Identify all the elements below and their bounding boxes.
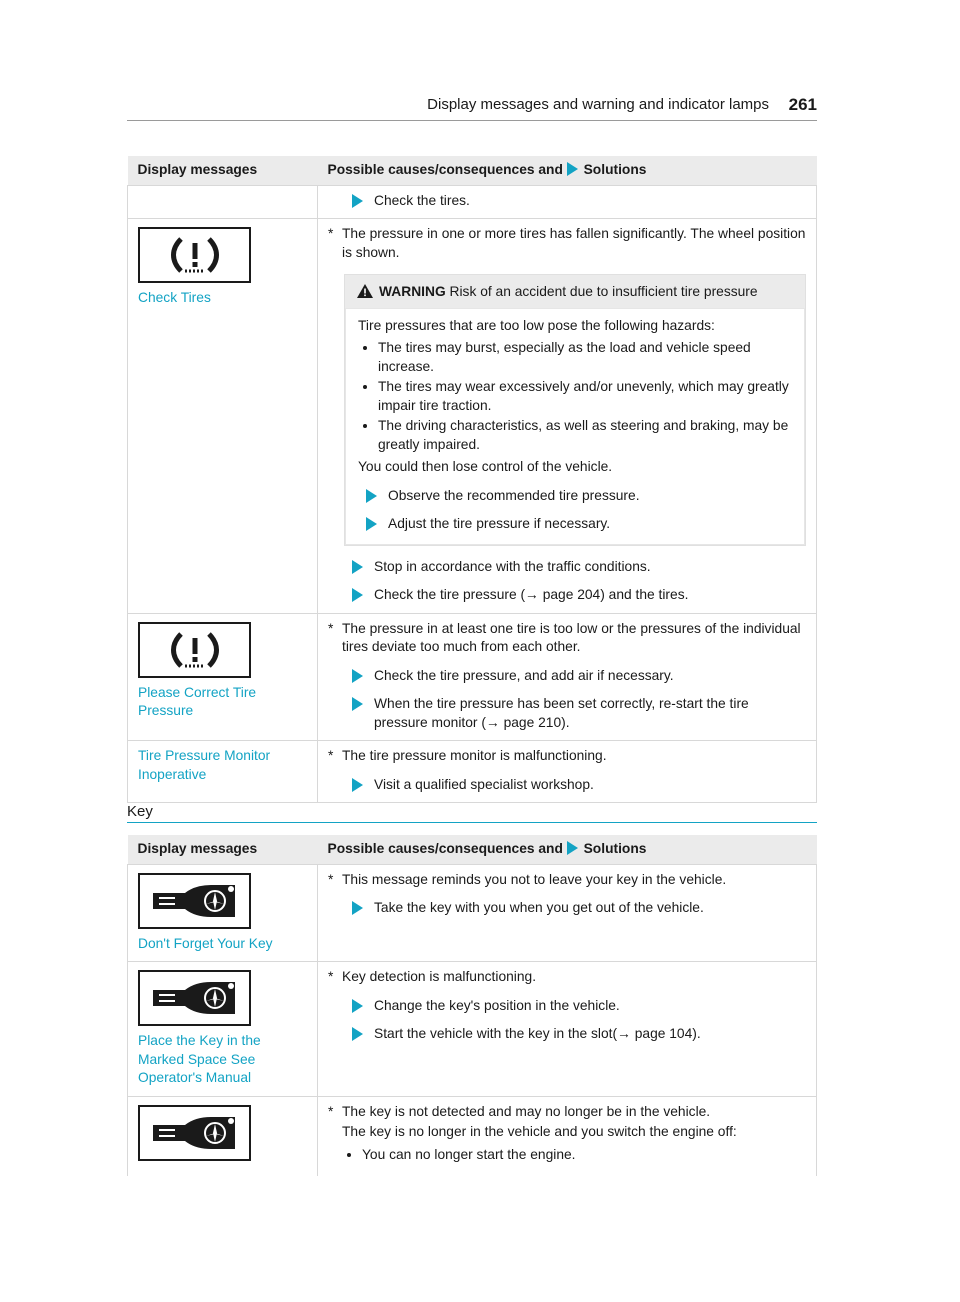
- table-row: [128, 741, 817, 803]
- solution-step: Check the tire pressure (→ page 204) and the tires.: [344, 586, 806, 605]
- play-arrow-icon: [567, 841, 578, 855]
- tire-pressure-icon: [138, 227, 251, 283]
- solution-step: Take the key with you when you get out of the vehicle.: [344, 899, 806, 918]
- display-message: Check Tires: [138, 290, 211, 305]
- key-fob-icon: [138, 1105, 251, 1161]
- key-fob-icon: [138, 970, 251, 1026]
- list-item: • You can no longer start the engine.: [362, 1146, 806, 1165]
- solution-step: Stop in accordance with the traffic conditions.: [344, 558, 806, 577]
- play-arrow-icon: [352, 194, 363, 208]
- table-row: [128, 219, 817, 614]
- play-arrow-icon: [352, 697, 363, 711]
- table-row: [128, 1096, 817, 1176]
- warning-title: Risk of an accident due to insufficient tire pressure: [449, 284, 758, 299]
- table-row: [128, 185, 817, 219]
- play-arrow-icon: [366, 517, 377, 531]
- page-header: [127, 96, 817, 121]
- list-item: • The tires may wear excessively and/or unevenly, which may greatly impair tire traction.: [378, 378, 794, 415]
- warning-triangle-icon: [357, 284, 373, 298]
- table-row: [128, 864, 817, 962]
- cause-text: * The pressure in one or more tires has fallen significantly. The wheel position is shown.: [328, 226, 806, 260]
- solution-step: Change the key's position in the vehicle.: [344, 997, 806, 1016]
- play-arrow-icon: [352, 778, 363, 792]
- play-arrow-icon: [352, 588, 363, 602]
- play-arrow-icon: [366, 489, 377, 503]
- solution-step: Adjust the tire pressure if necessary.: [358, 515, 794, 534]
- display-message: Don't Forget Your Key: [138, 935, 273, 951]
- warning-box: [344, 274, 806, 546]
- display-message: Tire Pressure Monitor Inoperative: [138, 748, 271, 782]
- play-arrow-icon: [352, 999, 363, 1013]
- play-arrow-icon: [567, 162, 578, 176]
- tire-messages-table: [127, 156, 817, 803]
- page-number: 261: [788, 95, 817, 114]
- solution-step: Start the vehicle with the key in the slot(→ page 104).: [344, 1025, 806, 1044]
- col-header-causes: Possible causes/consequences and Solutions: [318, 156, 817, 185]
- tire-pressure-icon: [138, 622, 251, 678]
- cause-text: * Key detection is malfunctioning.: [328, 969, 537, 984]
- col-header-display-messages: Display messages: [128, 835, 318, 864]
- solution-step: Check the tire pressure, and add air if necessary.: [344, 667, 806, 686]
- play-arrow-icon: [352, 901, 363, 915]
- solution-step: When the tire pressure has been set correctly, re-start the tire pressure monitor (→ page 210).: [344, 695, 806, 732]
- key-messages-table: [127, 835, 817, 1176]
- solution-step: Visit a qualified specialist workshop.: [344, 776, 806, 795]
- solution-step: Check the tires.: [344, 192, 806, 211]
- cause-text: * The pressure in at least one tire is too low or the pressures of the individual tires deviate too much from each other.: [328, 620, 801, 654]
- col-header-display-messages: Display messages: [128, 156, 318, 185]
- warning-outro: You could then lose control of the vehicle.: [358, 459, 613, 474]
- list-item: • The tires may burst, especially as the load and vehicle speed increase.: [378, 339, 794, 376]
- display-message: Please Correct Tire Pressure: [138, 684, 257, 718]
- table-row: [128, 962, 817, 1097]
- cause-text: * The key is not detected and may no longer be in the vehicle.: [328, 1103, 711, 1119]
- display-message: Place the Key in the Marked Space See Operator's Manual: [138, 1033, 261, 1085]
- page-header-title: Display messages and warning and indicator lamps: [427, 96, 769, 113]
- section-title-key: Key: [127, 803, 817, 823]
- col-header-causes: Possible causes/consequences and Solutions: [318, 835, 817, 864]
- cause-text: * The tire pressure monitor is malfunctioning.: [328, 748, 607, 763]
- play-arrow-icon: [352, 1027, 363, 1041]
- play-arrow-icon: [352, 669, 363, 683]
- solution-step: Observe the recommended tire pressure.: [358, 487, 794, 506]
- consequence-list: [342, 1146, 806, 1165]
- cause-text: * This message reminds you not to leave your key in the vehicle.: [328, 871, 727, 887]
- key-fob-icon: [138, 873, 251, 929]
- body-text: The key is no longer in the vehicle and you switch the engine off:: [342, 1124, 737, 1139]
- table-row: [128, 613, 817, 741]
- play-arrow-icon: [352, 560, 363, 574]
- list-item: • The driving characteristics, as well as steering and braking, may be greatly impaired.: [378, 417, 794, 454]
- warning-label: WARNING: [379, 284, 446, 299]
- warning-intro: Tire pressures that are too low pose the following hazards:: [358, 317, 715, 333]
- hazard-list: [358, 339, 794, 454]
